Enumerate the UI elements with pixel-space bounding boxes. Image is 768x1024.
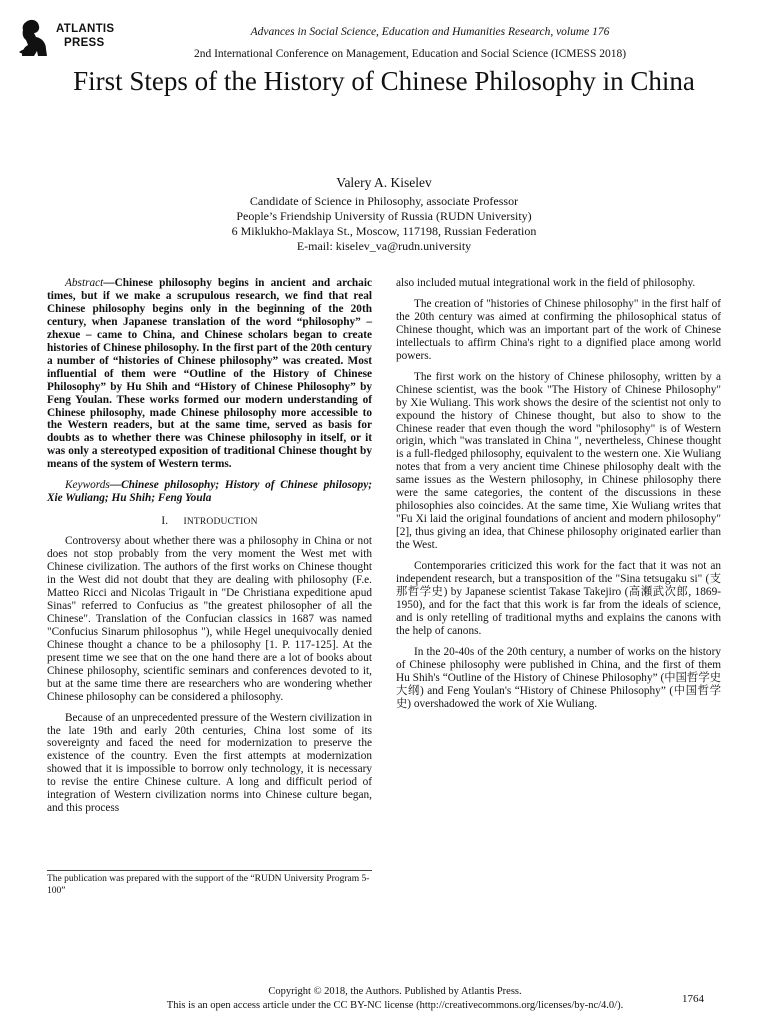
copyright-notice	[100, 985, 690, 1013]
author-address: 6 Miklukho-Maklaya St., Moscow, 117198, Russian Federation	[231, 224, 537, 238]
keywords	[47, 479, 372, 505]
publisher-line2: PRESS	[64, 37, 105, 49]
publisher-line1: ATLANTIS	[56, 23, 115, 35]
atlantis-thinker-icon	[16, 18, 52, 58]
keywords-text: —Chinese philosophy; History of Chinese philosopy; Xie Wuliang; Hu Shih; Feng Youla	[47, 479, 372, 505]
publisher-wordmark	[56, 22, 114, 50]
author-position: Candidate of Science in Philosophy, associate Professor	[249, 194, 519, 208]
keywords-label: Keywords	[65, 479, 110, 492]
body-paragraph: The creation of "histories of Chinese philosophy" in the first half of the 20th century was aimed at confirming the philosophical status of Chinese thought, which was an important part of the work of Chinese intellectuals to affirm China's right to a dignified place among world powers.	[396, 297, 721, 362]
right-column	[396, 277, 721, 719]
page-number: 1764	[682, 993, 704, 1005]
abstract-text: —Chinese philosophy begins in ancient and archaic times, but if we make a scrupulous research, we find that real Chinese philosophy begins only in the beginning of the 20th century, when Japanese translation of the word “philosophy” – zhexue – came to China, and Chinese scholars began to create histories of Chinese philosophy. In the first part of the 20th century a number of “histories of Chinese philosophy” was created. Most influential of them were “Outline of the History of Chinese Philosophy” by Hu Shih and “History of Chinese Philosophy” by Feng Youlan. These works formed our modern understanding of Chinese philosophy, made Chinese philosophy more accessible to the Western readers, but at the same time, served as basis for doubts as to whether there was Chinese philosophy in itself, or it was only a stereotyped exposition of traditional Chinese thought by means of the system of Western terms.	[47, 277, 372, 471]
journal-name: Advances in Social Science, Education and Humanities Research, volume 176	[250, 26, 610, 38]
footnote: The publication was prepared with the support of the “RUDN University Program 5-100”	[47, 870, 372, 897]
body-paragraph: Controversy about whether there was a philosophy in China or not does not stop probably from the very moment the West met with Chinese civilization. The authors of the first works on Chinese thought in the West did not doubt that they are dealing with philosophy (F.e. Matteo Ricci and Nicolas Trigault in "De Christiana expeditione apud Sinas" referred to Confucius as "the greatest philosopher of all the Chinese". Translation of the Confucian classics in 1687 was named "Confucius Sinarum philosophus "), while Hegel unequivocally denied Chinese thought a chance to be a philosophy [1. P. 117-125]. At the present time we see that on the one hand there are a lot of books about Chinese philosophy, scientific seminars and conferences devoted to it, but at the same time there are researchers who are wondering whether Chinese philosophy can be considered a philosophy.	[47, 535, 372, 703]
body-paragraph: The first work on the history of Chinese philosophy, written by a Chinese scientist, was the book "The History of Chinese Philosophy" by Xie Wuliang. This work shows the desire of the scientist not only to expound the history of Chinese thought, but also to show to the Chinese reader that even though the word "philosophy" is of Western origin, which "was translated in China ", nevertheless, Chinese thought is a full-fledged philosophy, equivalent to the western one. Xie Wuliang notes that from a very ancient time Chinese philosophy dealt with the same issues as the Western philosophy, in Chinese philosophy there were the same categories, the content of the discussions in these philosophies also coincides. At the same time, Xie Wuliang writes that "Fu Xi laid the original foundations of ancient and modern philosophy" [2], thus giving an idea, that Chinese philosophy originated earlier than the West.	[396, 370, 721, 552]
body-paragraph: In the 20-40s of the 20th century, a number of works on the history of Chinese philosophy were published in China, and the first of them Hu Shih's “Outline of the History of Chinese Philosophy” (中国哲学史大纲) and Feng Youlan's “History of Chinese Philosophy” (中国哲学史) overshadowed the work of Xie Wuliang.	[396, 645, 721, 710]
author-block	[90, 175, 678, 254]
paper-title: First Steps of the History of Chinese Philosophy in China	[73, 66, 695, 96]
left-column	[47, 277, 372, 823]
body-paragraph: Contemporaries criticized this work for the fact that it was not an independent research, but a transposition of the "Sina tetsugaku si" (支那哲学史) by Japanese scientist Takase Takejiro (高瀬武次郎, 1869-1950), and for the fact that this work is far from the ideals of science, and is only retelling of traditional myths and explains the canons with the help of canons.	[396, 560, 721, 637]
body-paragraph: Because of an unprecedented pressure of the Western civilization in the late 19th and early 20th centuries, China lost some of its sovereignty and faced the need for modernization to preserve the existence of the country. Even the first attempts at modernization showed that it is impossible to borrow only technology, it is necessary to revise the entire Chinese culture. A long and difficult period of integration of Western civilization norms into Chinese culture began, and this process	[47, 711, 372, 815]
section-title: INTRODUCTION	[183, 517, 258, 528]
author-email: E-mail: kiselev_va@rudn.university	[296, 239, 472, 253]
author-name: Valery A. Kiselev	[336, 175, 432, 190]
author-affiliation: People’s Friendship University of Russia (RUDN University)	[236, 209, 532, 223]
section-heading	[47, 515, 372, 529]
section-number: I.	[161, 515, 169, 528]
license-line: This is an open access article under the CC BY-NC license (http://creativecommons.org/licenses/by-nc/4.0/).	[166, 1000, 624, 1011]
copyright-line: Copyright © 2018, the Authors. Published by Atlantis Press.	[268, 986, 522, 997]
abstract-label: Abstract	[65, 277, 104, 289]
conference-name: 2nd International Conference on Management, Education and Social Science (ICMESS 2018)	[193, 48, 627, 60]
atlantis-press-logo	[16, 18, 126, 64]
abstract	[47, 277, 372, 471]
body-paragraph: also included mutual integrational work in the field of philosophy.	[396, 277, 696, 289]
